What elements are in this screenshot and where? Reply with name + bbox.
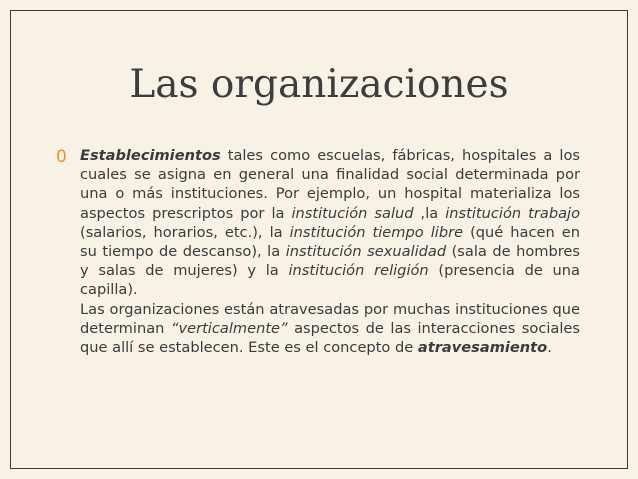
text-run: Las organizaciones están atravesadas por muchas instituciones que determinan [80,300,580,337]
term-verticalmente: “verticalmente” [170,319,288,337]
term-institucion-religion: institución religión [288,262,429,280]
slide-title: Las organizaciones [129,62,509,107]
term-institucion-tiempo-libre: institución tiempo libre [289,223,464,241]
text-run: aspectos de las interacciones sociales que allí se establecen. Este es el concepto de [80,319,580,357]
text-run: (sala de hombres y salas de mujeres) y la [80,243,580,280]
text-run: . [547,339,552,357]
term-atravesamiento: atravesamiento [417,339,548,357]
text-run: (qué hacen en su tiempo de descanso), la [80,223,580,261]
text-run: tales como escuelas, fábricas, hospitales a los cuales se asigna en general una finalidad social determinada por una o más instituciones. Por ejemplo, un hospital materializa los aspectos prescriptos por la [80,147,580,222]
term-establecimientos: Establecimientos [80,147,221,164]
slide-body [56,146,581,357]
bullet-marker: 0 [56,147,67,167]
text-run: (salarios, horarios, etc.), la [80,223,290,241]
text-run: (presencia de una capilla). [80,262,580,299]
term-institucion-trabajo: institución trabajo [445,204,581,222]
text-run: ,la [413,204,446,222]
term-institucion-sexualidad: institución sexualidad [285,243,447,261]
paragraph-atravesamiento [80,300,580,358]
paragraph-establecimientos [80,146,580,300]
term-institucion-salud: institución salud [291,204,414,222]
